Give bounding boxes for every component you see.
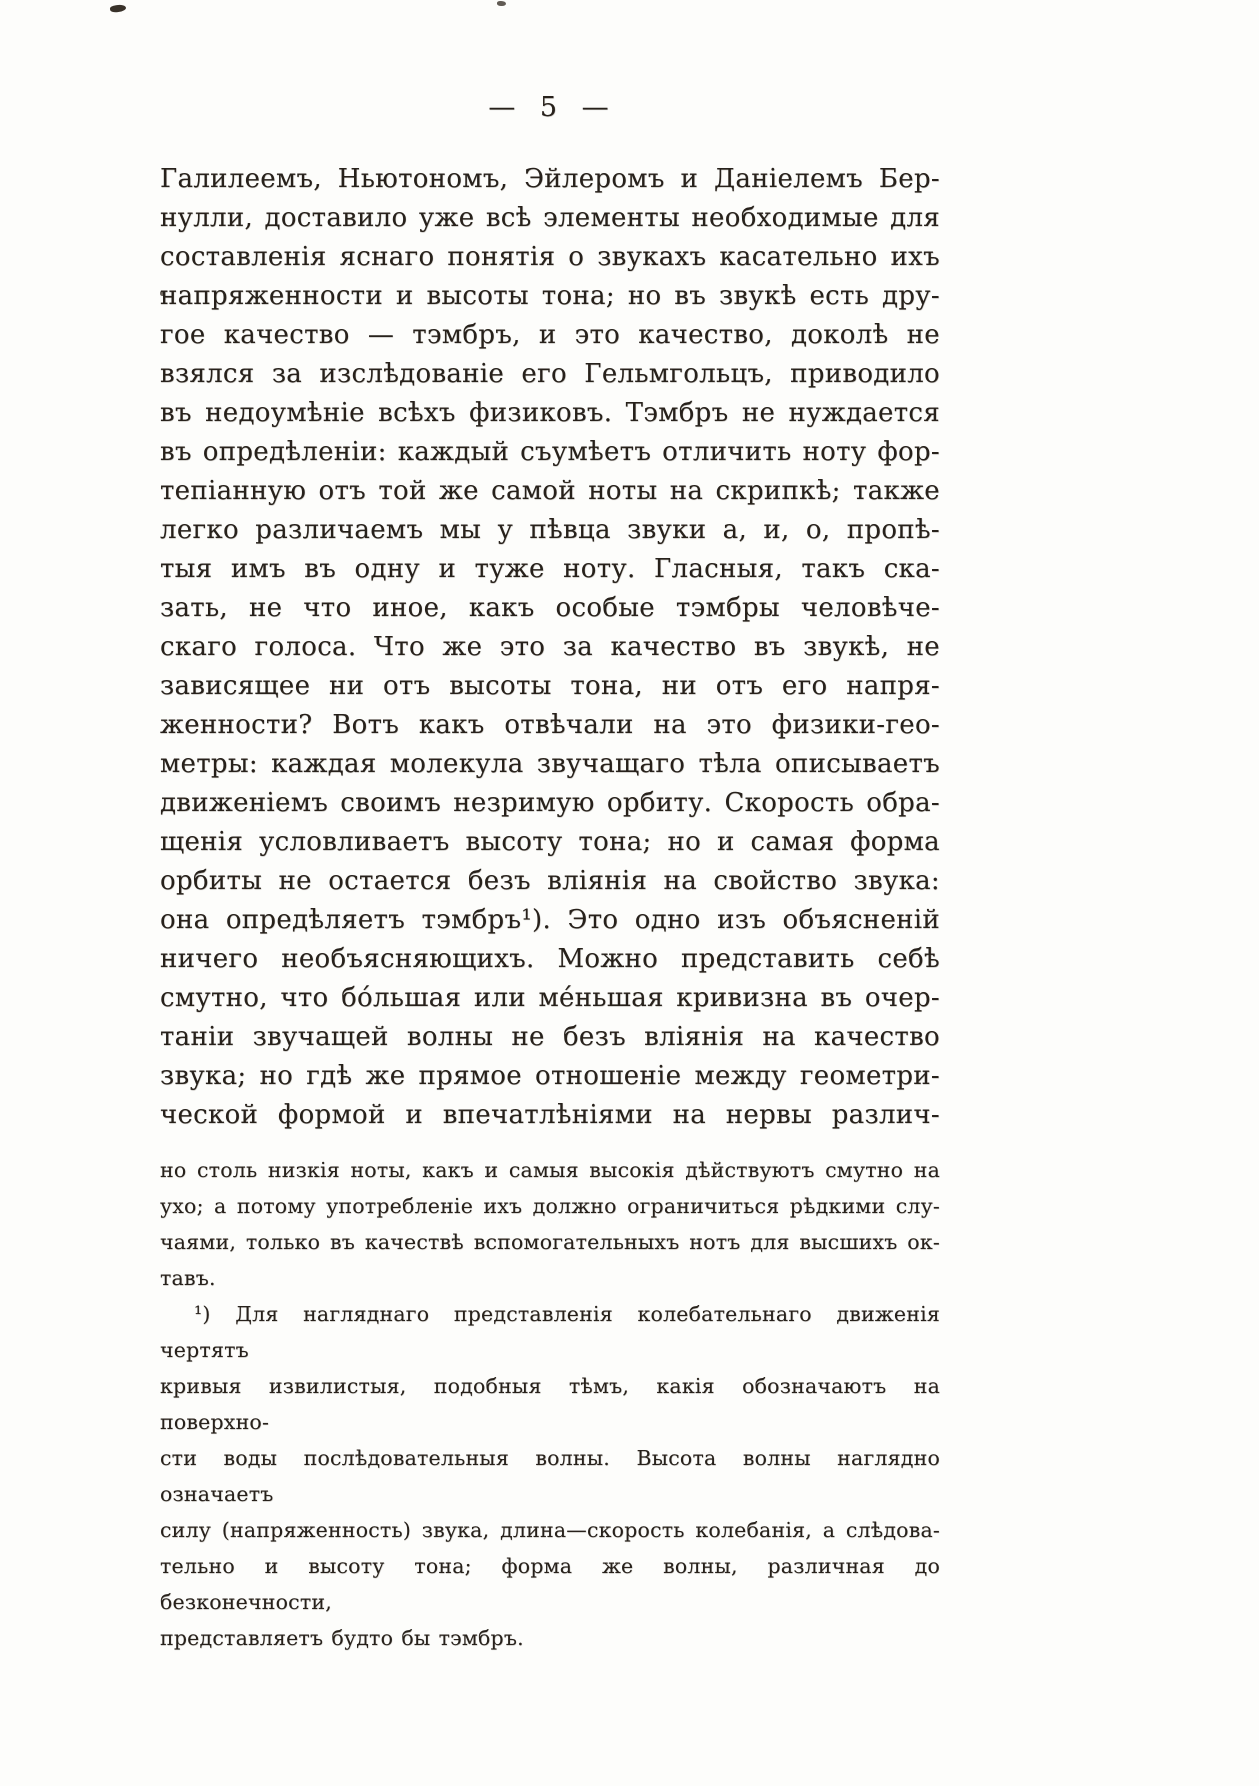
text-line: тыя имъ въ одну и туже ноту. Гласныя, такъ ска- — [160, 554, 940, 584]
text-line: легко различаемъ мы у пѣвца звуки а, и, о, пропѣ- — [160, 515, 940, 545]
text-line: сти воды послѣдовательныя волны. Высота волны наглядно означаетъ — [160, 1446, 940, 1506]
text-line: тельно и высоту тона; форма же волны, различная до безконечности, — [160, 1554, 940, 1614]
text-line: женности? Вотъ какъ отвѣчали на это физики-гео- — [160, 710, 940, 740]
text-line: но столь низкія ноты, какъ и самыя высокія дѣйствуютъ смутно на — [160, 1158, 940, 1182]
text-line: напряженности и высоты тона; но въ звукѣ есть дру- — [160, 281, 940, 311]
text-line: кривыя извилистыя, подобныя тѣмъ, какія обозначаютъ на поверхно- — [160, 1374, 940, 1434]
text-line: орбиты не остается безъ вліянія на свойство звука: — [160, 866, 940, 896]
scan-speck — [497, 1, 506, 6]
text-line: движеніемъ своимъ незримую орбиту. Скорость обра- — [160, 788, 940, 818]
scan-speck — [110, 4, 127, 13]
text-line: гое качество — тэмбръ, и это качество, доколѣ не — [160, 320, 940, 350]
text-line: ухо; а потому употребленіе ихъ должно ограничиться рѣдкими слу- — [160, 1194, 940, 1218]
text-line: тавъ. — [160, 1266, 216, 1290]
footnote-1 — [160, 1296, 940, 1656]
text-line: тепіанную отъ той же самой ноты на скрипкѣ; также — [160, 476, 940, 506]
text-line: силу (напряженность) звука, длина—скорость колебанія, а слѣдова- — [160, 1518, 940, 1542]
text-line: зать, не что иное, какъ особые тэмбры человѣче- — [160, 593, 940, 623]
main-text-block — [160, 160, 940, 1135]
text-line: зависящее ни отъ высоты тона, ни отъ его напря- — [160, 671, 940, 701]
text-line: звука; но гдѣ же прямое отношеніе между геометри- — [160, 1061, 940, 1091]
text-line: въ недоумѣніе всѣхъ физиковъ. Тэмбръ не нуждается — [160, 398, 940, 428]
text-column — [160, 92, 940, 1656]
text-line: ничего необъясняющихъ. Можно представить себѣ — [160, 944, 940, 974]
text-line: щенія условливаетъ высоту тона; но и самая форма — [160, 827, 940, 857]
text-line: скаго голоса. Что же это за качество въ звукѣ, не — [160, 632, 940, 662]
text-line: нулли, доставило уже всѣ элементы необходимые для — [160, 203, 940, 233]
text-line: метры: каждая молекула звучащаго тѣла описываетъ — [160, 749, 940, 779]
footnote-continuation — [160, 1152, 940, 1296]
page-number: — 5 — — [488, 92, 612, 123]
text-line: представляетъ будто бы тэмбръ. — [160, 1626, 524, 1650]
text-line: она опредѣляетъ тэмбръ¹). Это одно изъ объясненій — [160, 905, 940, 935]
text-line: въ опредѣленіи: каждый съумѣетъ отличить ноту фор- — [160, 437, 940, 467]
text-line: Галилеемъ, Ньютономъ, Эйлеромъ и Даніелемъ Бер- — [160, 164, 940, 194]
footnotes-section — [160, 1152, 940, 1656]
text-line: таніи звучащей волны не безъ вліянія на качество — [160, 1022, 940, 1052]
text-line: чаями, только въ качествѣ вспомогательныхъ нотъ для высшихъ ок- — [160, 1230, 940, 1254]
text-line: ¹) Для нагляднаго представленія колебательнаго движенія чертятъ — [160, 1302, 940, 1362]
text-line: смутно, что бо́льшая или ме́ньшая кривизна въ очер- — [160, 983, 940, 1013]
text-line: составленія яснаго понятія о звукахъ касательно ихъ — [160, 242, 940, 272]
text-line: ческой формой и впечатлѣніями на нервы различ- — [160, 1100, 940, 1130]
text-line: взялся за изслѣдованіе его Гельмгольцъ, приводило — [160, 359, 940, 389]
